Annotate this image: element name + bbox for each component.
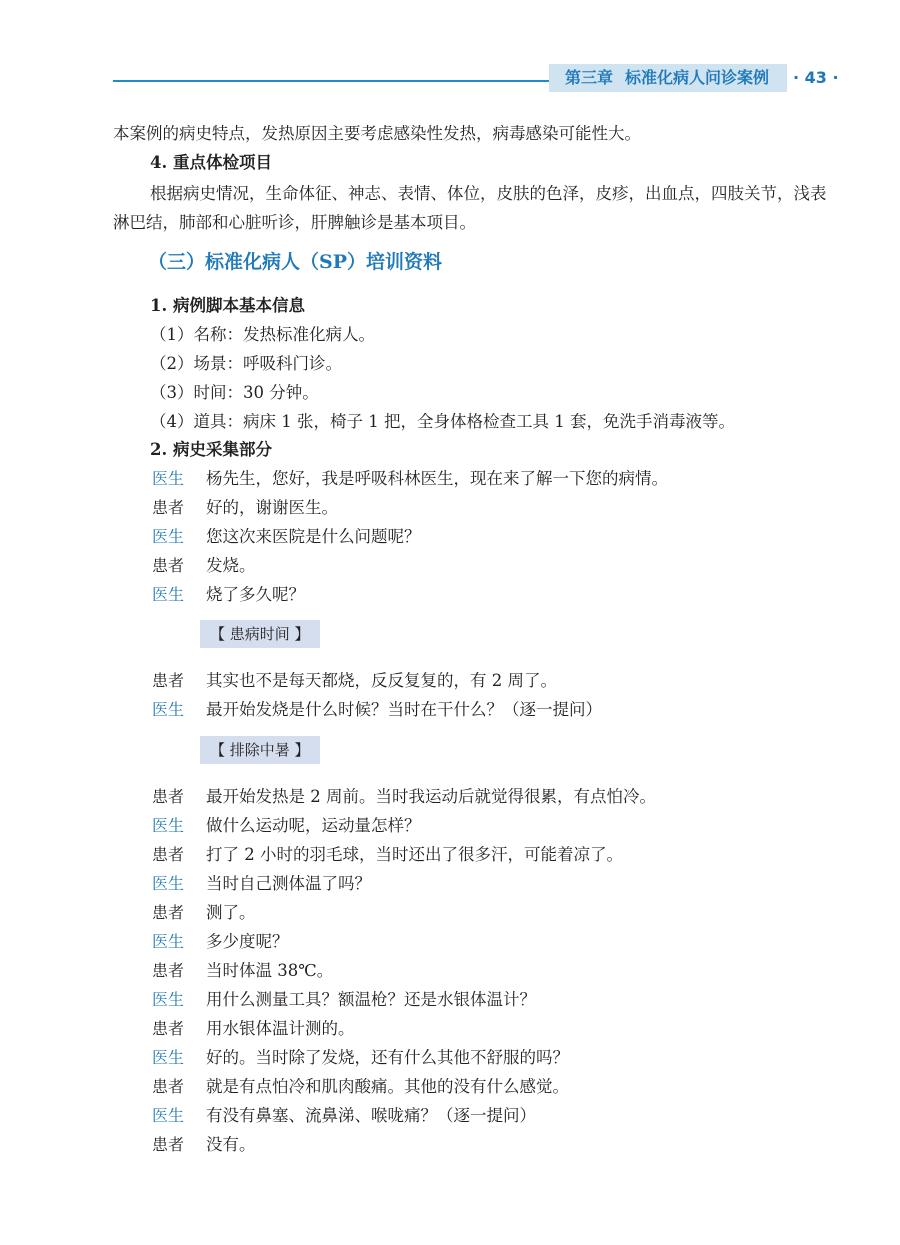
speaker-doctor: 医生: [152, 874, 185, 893]
exam-paragraph-line1: 根据病史情况，生命体征、神志、表情、体位，皮肤的色泽，皮疹，出血点，四肢关节，浅表: [150, 184, 827, 203]
speaker-patient: 患者: [152, 671, 185, 690]
dialogue-line: [152, 928, 289, 952]
dialogue-text: 最开始发热是 2 周前。当时我运动后就觉得很累，有点怕冷。: [206, 787, 656, 806]
dialogue-line: [152, 986, 536, 1010]
dialogue-text: 烧了多久呢？: [206, 585, 305, 604]
speaker-patient: 患者: [152, 903, 185, 922]
speaker-patient: 患者: [152, 556, 185, 575]
speaker-patient: 患者: [152, 961, 185, 980]
dialogue-text: 其实也不是每天都烧，反反复复的，有 2 周了。: [206, 671, 557, 690]
speaker-doctor: 医生: [152, 932, 185, 951]
dialogue-line: [152, 696, 602, 720]
dialogue-text: 发烧。: [206, 556, 256, 575]
dialogue-line: [152, 1044, 569, 1068]
exam-paragraph-line2: 淋巴结，肺部和心脏听诊，肝脾触诊是基本项目。: [113, 213, 476, 232]
header-rule: [113, 80, 560, 82]
dialogue-line: [152, 841, 623, 865]
heading-physical-exam: 4. 重点体检项目: [150, 153, 272, 172]
dialogue-line: [152, 899, 256, 923]
dialogue-text: 杨先生，您好，我是呼吸科林医生，现在来了解一下您的病情。: [206, 469, 668, 488]
dialogue-line: [152, 552, 256, 576]
dialogue-line: [152, 494, 338, 518]
dialogue-text: 打了 2 小时的羽毛球，当时还出了很多汗，可能着凉了。: [206, 845, 623, 864]
dialogue-line: [152, 870, 371, 894]
info-item: （2）场景：呼吸科门诊。: [150, 354, 342, 373]
speaker-patient: 患者: [152, 845, 185, 864]
speaker-doctor: 医生: [152, 469, 185, 488]
info-item: （4）道具：病床 1 张，椅子 1 把，全身体格检查工具 1 套，免洗手消毒液等。: [150, 412, 735, 431]
dialogue-text: 好的，谢谢医生。: [206, 498, 338, 517]
dialogue-text: 多少度呢？: [206, 932, 289, 951]
dialogue-text: 用水银体温计测的。: [206, 1019, 355, 1038]
speaker-doctor: 医生: [152, 527, 185, 546]
speaker-doctor: 医生: [152, 990, 185, 1009]
subheading-history: 2. 病史采集部分: [150, 440, 272, 459]
speaker-doctor: 医生: [152, 1106, 185, 1125]
dialogue-line: [152, 783, 656, 807]
speaker-doctor: 医生: [152, 816, 185, 835]
subheading-basic-info: 1. 病例脚本基本信息: [150, 296, 305, 315]
info-item: （1）名称：发热标准化病人。: [150, 325, 375, 344]
dialogue-text: 做什么运动呢，运动量怎样？: [206, 816, 421, 835]
dialogue-text: 测了。: [206, 903, 256, 922]
page-number: · 43 ·: [793, 68, 839, 87]
chapter-header: [549, 64, 787, 92]
speaker-patient: 患者: [152, 1019, 185, 1038]
dialogue-line: [152, 1102, 536, 1126]
dialogue-line: [152, 581, 305, 605]
speaker-doctor: 医生: [152, 1048, 185, 1067]
tag-onset-time: 【 患病时间 】: [200, 620, 320, 648]
chapter-title: 标准化病人问诊案例: [625, 68, 770, 87]
dialogue-text: 好的。当时除了发烧，还有什么其他不舒服的吗？: [206, 1048, 569, 1067]
chapter-number: 第三章: [565, 68, 614, 87]
dialogue-line: [152, 1131, 256, 1155]
dialogue-text: 有没有鼻塞、流鼻涕、喉咙痛？（逐一提问）: [206, 1106, 536, 1125]
dialogue-line: [152, 1015, 355, 1039]
dialogue-text: 当时体温 38℃。: [206, 961, 334, 980]
dialogue-text: 用什么测量工具？额温枪？还是水银体温计？: [206, 990, 536, 1009]
dialogue-text: 没有。: [206, 1135, 256, 1154]
speaker-patient: 患者: [152, 498, 185, 517]
dialogue-text: 您这次来医院是什么问题呢？: [206, 527, 421, 546]
intro-summary: 本案例的病史特点，发热原因主要考虑感染性发热，病毒感染可能性大。: [113, 124, 641, 143]
info-item: （3）时间：30 分钟。: [150, 383, 319, 402]
speaker-doctor: 医生: [152, 700, 185, 719]
dialogue-line: [152, 667, 557, 691]
dialogue-line: [152, 957, 333, 981]
speaker-patient: 患者: [152, 1135, 185, 1154]
dialogue-line: [152, 1073, 569, 1097]
speaker-patient: 患者: [152, 787, 185, 806]
dialogue-line: [152, 465, 668, 489]
speaker-doctor: 医生: [152, 585, 185, 604]
dialogue-text: 当时自己测体温了吗？: [206, 874, 371, 893]
dialogue-line: [152, 812, 421, 836]
dialogue-text: 就是有点怕冷和肌肉酸痛。其他的没有什么感觉。: [206, 1077, 569, 1096]
tag-exclude-heatstroke: 【 排除中暑 】: [200, 736, 320, 764]
speaker-patient: 患者: [152, 1077, 185, 1096]
dialogue-line: [152, 523, 421, 547]
section-title: （三）标准化病人（SP）培训资料: [148, 251, 443, 273]
dialogue-text: 最开始发烧是什么时候？当时在干什么？（逐一提问）: [206, 700, 602, 719]
